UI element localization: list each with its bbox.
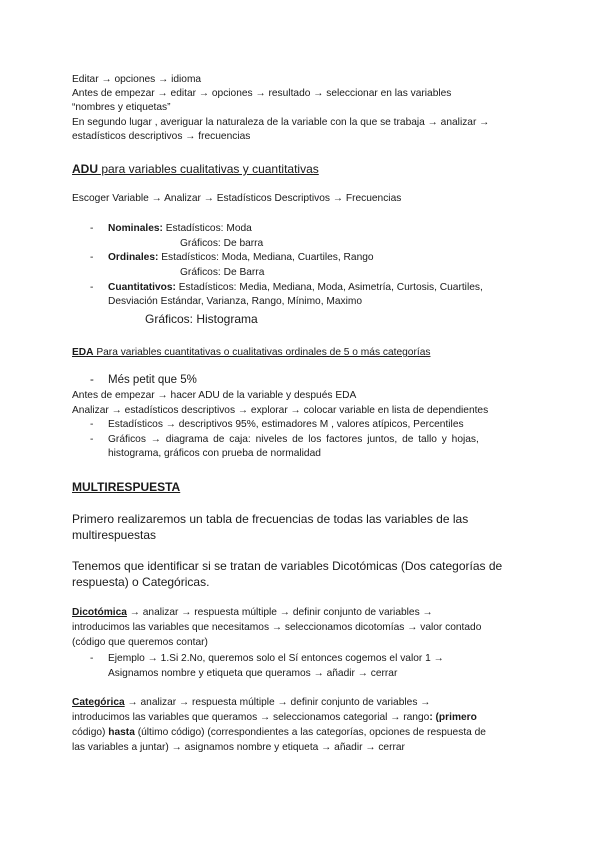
eda-bullet-3b: histograma, gráficos con prueba de normalidad <box>108 448 321 459</box>
bullet-dash: - <box>90 223 94 234</box>
eda-bullet-2: Estadísticos → descriptivos 95%, estimadores M , valores atípicos, Percentiles <box>108 419 464 430</box>
eda-line-2: Analizar → estadísticos descriptivos → explorar → colocar variable en lista de dependientes <box>72 405 489 416</box>
adu-heading <box>72 161 319 177</box>
multi-p1-line-2: multirespuestas <box>72 528 157 542</box>
nominales-item <box>108 222 252 235</box>
eda-heading-bold: EDA <box>72 347 94 358</box>
intro-line-4: En segundo lugar , averiguar la naturaleza de la variable con la que se trabaja → analizar → <box>72 117 490 128</box>
ordinales-label: Ordinales: <box>108 252 159 263</box>
bullet-dash: - <box>90 653 94 664</box>
categorica-label: Categórica <box>72 697 125 708</box>
categorica-text-1: → analizar → respuesta múltiple → definir conjunto de variables → <box>124 697 431 708</box>
dicotomica-line-3: (código que queremos contar) <box>72 637 208 648</box>
eda-line-1: Antes de empezar → hacer ADU de la variable y después EDA <box>72 390 357 401</box>
nominales-label: Nominales: <box>108 223 163 234</box>
dicotomica-bullet-1: Ejemplo → 1.Si 2.No, queremos solo el Sí entonces cogemos el valor 1 → <box>108 653 444 664</box>
cuantitativos-graficos: Gráficos: Histograma <box>145 312 258 326</box>
multi-p2-line-2: respuesta) o Categóricas. <box>72 575 210 589</box>
dicotomica-text-1: → analizar → respuesta múltiple → definir conjunto de variables → <box>126 607 433 618</box>
bullet-dash: - <box>90 374 94 386</box>
intro-line-5: estadísticos descriptivos → frecuencias <box>72 131 251 142</box>
categorica-text-3c: (último código) (correspondientes a las categorías, opciones de respuesta de <box>134 727 486 738</box>
dicotomica-line-1 <box>72 606 433 619</box>
dicotomica-label: Dicotómica <box>72 607 127 618</box>
cuantitativos-text-2: Desviación Estándar, Varianza, Rango, Mínimo, Maximo <box>108 296 363 307</box>
eda-heading <box>72 346 430 359</box>
adu-heading-bold: ADU <box>72 162 98 176</box>
eda-bullet-3a: Gráficos → diagrama de caja: niveles de los factores juntos, de tallo y hojas, <box>108 434 479 445</box>
intro-line-3: “nombres y etiquetas” <box>72 102 171 113</box>
adu-path: Escoger Variable → Analizar → Estadísticos Descriptivos → Frecuencias <box>72 193 402 204</box>
categorica-line-3 <box>72 726 486 739</box>
bullet-dash: - <box>90 252 94 263</box>
cuantitativos-item <box>108 281 483 294</box>
bullet-dash: - <box>90 434 94 445</box>
categorica-text-2b: : (primero <box>429 712 477 723</box>
dicotomica-line-2: introducimos las variables que necesitamos → seleccionamos dicotomías → valor contado <box>72 622 482 633</box>
categorica-line-1 <box>72 696 430 709</box>
nominales-text: Estadísticos: Moda <box>162 223 252 234</box>
adu-heading-rest: para variables cualitativas y cuantitativas <box>98 162 319 176</box>
categorica-line-2 <box>72 711 477 724</box>
ordinales-item <box>108 251 374 264</box>
multi-p2-line-1: Tenemos que identificar si se tratan de variables Dicotómicas (Dos categorías de <box>72 559 503 573</box>
nominales-graficos: Gráficos: De barra <box>180 238 264 249</box>
categorica-text-2: introducimos las variables que queramos → seleccionamos categorial → rango <box>72 712 430 723</box>
cuantitativos-label: Cuantitativos: <box>108 282 176 293</box>
categorica-hasta: hasta <box>108 727 135 738</box>
intro-line-1: Editar → opciones → idioma <box>72 74 202 85</box>
cuantitativos-text: Estadísticos: Media, Mediana, Moda, Asimetría, Curtosis, Cuartiles, <box>175 282 483 293</box>
dicotomica-bullet-2: Asignamos nombre y etiqueta que queramos → añadir → cerrar <box>108 668 398 679</box>
eda-bullet-1: Més petit que 5% <box>108 374 197 386</box>
bullet-dash: - <box>90 282 94 293</box>
eda-heading-rest: Para variables cuantitativas o cualitativas ordinales de 5 o más categorías <box>93 347 431 358</box>
categorica-text-3a: código) <box>72 727 109 738</box>
multi-p1-line-1: Primero realizaremos un tabla de frecuencias de todas las variables de las <box>72 512 469 526</box>
categorica-line-4: las variables a juntar) → asignamos nombre y etiqueta → añadir → cerrar <box>72 742 405 753</box>
multirespuesta-heading: MULTIRESPUESTA <box>72 480 181 494</box>
intro-line-2: Antes de empezar → editar → opciones → resultado → seleccionar en las variables <box>72 88 452 99</box>
ordinales-text: Estadísticos: Moda, Mediana, Cuartiles, Rango <box>158 252 374 263</box>
ordinales-graficos: Gráficos: De Barra <box>180 267 265 278</box>
bullet-dash: - <box>90 419 94 430</box>
